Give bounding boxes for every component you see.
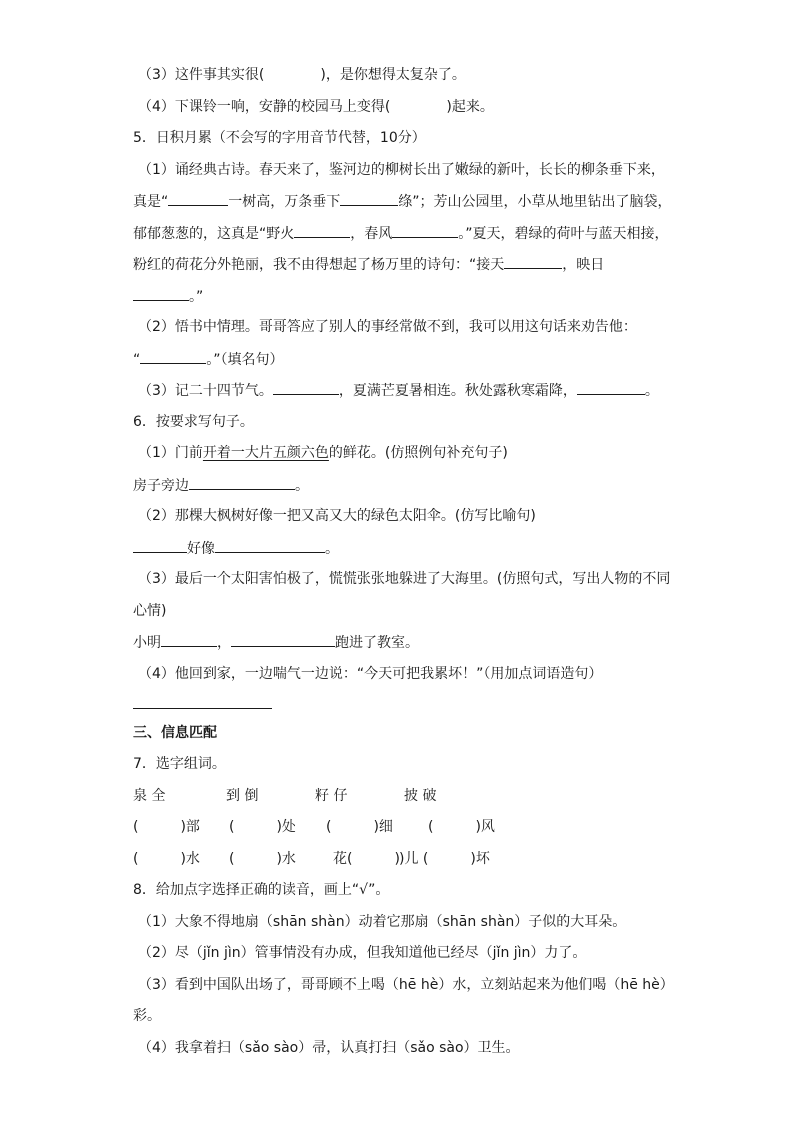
question-8-4: （4）我拿着扫（sǎo sào）帚，认真打扫（sǎo sào）卫生。 [138, 1040, 520, 1056]
question-6-1-line-a: （1）门前开着一大片五颜六色的鲜花。(仿照例句补充句子) [138, 445, 508, 461]
question-6-3-line-c: 小明 ， 跑进了教室。 [133, 632, 419, 653]
answer-blank[interactable] [168, 191, 228, 206]
answer-blank[interactable] [140, 349, 206, 364]
answer-blank[interactable] [133, 708, 272, 709]
answer-blank[interactable] [294, 223, 350, 238]
word-blank[interactable]: ( )水 [133, 851, 200, 867]
example-underlined-phrase: 开着一大片五颜六色 [202, 445, 329, 461]
question-8-3-line-b: 彩。 [133, 1008, 161, 1024]
answer-blank[interactable] [273, 380, 339, 395]
question-8-title: 8．给加点字选择正确的读音，画上“√”。 [133, 882, 390, 898]
question-6-2-line-b: 好像 。 [133, 538, 339, 559]
answer-blank[interactable] [340, 191, 398, 206]
word-blank[interactable]: ( )部 [133, 819, 200, 835]
question-8-1: （1）大象不得地扇（shān shàn）动着它那扇（shān shàn）子似的大耳朵。 [138, 914, 627, 930]
question-8-2: （2）尽（jǐn jìn）管事情没有办成，但我知道他已经尽（jǐn jìn）力了。 [138, 945, 587, 961]
answer-blank[interactable] [577, 380, 645, 395]
answer-blank[interactable] [189, 475, 295, 490]
answer-blank[interactable] [133, 286, 189, 301]
question-4-4: （4）下课铃一响，安静的校园马上变得( )起来。 [138, 99, 494, 115]
question-6-3-line-a: （3）最后一个太阳害怕极了，慌慌张张地躲进了大海里。(仿照句式，写出人物的不同 [138, 571, 671, 587]
char-pair: 披 破 [404, 788, 437, 804]
question-6-2-line-a: （2）那棵大枫树好像一把又高又大的绿色太阳伞。(仿写比喻句) [138, 508, 536, 524]
question-6-4: （4）他回到家，一边喘气一边说：“今天可把我累坏！”（用加点词语造句） [138, 666, 603, 682]
question-7-title: 7．选字组词。 [133, 756, 226, 772]
word-blank[interactable]: )儿 ( )坏 [399, 851, 490, 867]
question-6-title: 6．按要求写句子。 [133, 414, 254, 430]
word-blank[interactable]: ( )风 [428, 819, 495, 835]
answer-blank[interactable] [392, 223, 458, 238]
question-5-1-line-d: 粉红的荷花分外艳丽，我不由得想起了杨万里的诗句：“接天 ，映日 [133, 254, 604, 275]
section-3-heading: 三、信息匹配 [133, 725, 217, 741]
word-blank[interactable]: ( )处 [229, 819, 296, 835]
word-blank[interactable]: 花( ) [333, 851, 400, 867]
question-6-1-line-b: 房子旁边 。 [133, 475, 309, 496]
question-5-2-line-b: “ 。”（填名句） [133, 349, 284, 370]
char-pair: 到 倒 [226, 788, 259, 804]
answer-blank[interactable] [231, 632, 335, 647]
question-6-3-line-b: 心情) [133, 603, 167, 619]
char-pair: 泉 全 [133, 788, 166, 804]
char-pair: 籽 仔 [315, 788, 348, 804]
answer-blank[interactable] [504, 254, 562, 269]
answer-blank[interactable] [133, 538, 187, 553]
question-8-3-line-a: （3）看到中国队出场了，哥哥顾不上喝（hē hè）水，立刻站起来为他们喝（hē hè） [138, 977, 674, 993]
question-4-3: （3）这件事其实很( )，是你想得太复杂了。 [138, 67, 466, 83]
answer-blank[interactable] [215, 538, 325, 553]
question-5-1-line-e: 。” [133, 286, 203, 307]
question-5-2-line-a: （2）悟书中情理。哥哥答应了别人的事经常做不到，我可以用这句话来劝告他： [138, 319, 637, 335]
question-5-1-line-c: 郁郁葱葱的，这真是“野火 ，春风 。”夏天，碧绿的荷叶与蓝天相接， [133, 223, 669, 244]
word-blank[interactable]: ( )细 [326, 819, 393, 835]
word-blank[interactable]: ( )水 [229, 851, 296, 867]
question-5-1-line-b: 真是“ 一树高，万条垂下 绦”；芳山公园里，小草从地里钻出了脑袋， [133, 191, 672, 212]
answer-blank[interactable] [161, 632, 217, 647]
question-5-1-line-a: （1）诵经典古诗。春天来了，鉴河边的柳树长出了嫩绿的新叶，长长的柳条垂下来， [138, 162, 665, 178]
question-5-title: 5．日积月累（不会写的字用音节代替，10分） [133, 130, 426, 146]
question-5-3: （3）记二十四节气。 ，夏满芒夏暑相连。秋处露秋寒霜降， 。 [138, 380, 659, 401]
